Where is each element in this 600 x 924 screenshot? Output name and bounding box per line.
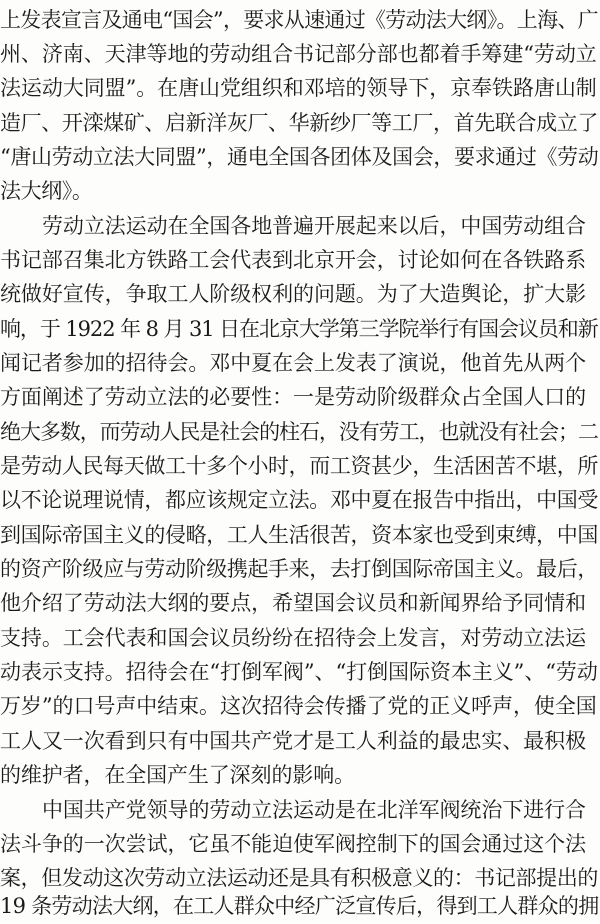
- text-line: 的维护者，在全国产生了深刻的影响。: [0, 763, 355, 787]
- text-line: 造厂、开滦煤矿、启新洋灰厂、华新纱厂等工厂，首先联合成立了: [0, 111, 598, 135]
- text-line: 是劳动人民每天做工十多个小时，而工资甚少，生活困苦不堪，所: [0, 454, 598, 478]
- text-line: 法运动大同盟”。在唐山党组织和邓培的领导下，京奉铁路唐山制: [0, 76, 597, 100]
- text-line: 19 条劳动法大纲，在工人群众中经广泛宣传后，得到工人群众的拥: [0, 894, 599, 918]
- text-line: 法斗争的一次尝试，它虽不能迫使军阀控制下的国会通过这个法: [0, 832, 587, 856]
- text-line: 州、济南、天津等地的劳动组合书记部分部也都着手筹建“劳动立: [0, 42, 597, 66]
- text-line: 统做好宣传，争取工人阶级权利的问题。为了大造舆论，扩大影: [0, 282, 587, 306]
- text-line: 响，于 1922 年 8 月 31 日在北京大学第三学院举行有国会议员和新: [0, 317, 598, 341]
- text-line: 万岁”的口号声中结束。这次招待会传播了党的正义呼声，使全国: [0, 694, 597, 718]
- text-line: 动表示支持。招待会在“打倒军阀”、“打倒国际资本主义”、“劳动: [0, 660, 598, 684]
- text-line: 书记部召集北方铁路工会代表到北京开会，讨论如何在各铁路系: [0, 248, 587, 272]
- text-line: 支持。工会代表和国会议员纷纷在招待会上发言，对劳动立法运: [0, 626, 587, 650]
- text-line: 绝大多数，而劳动人民是社会的柱石，没有劳工，也就没有社会；二: [0, 420, 598, 444]
- text-line: 以不论说理说情，都应该规定立法。邓中夏在报告中指出，中国受: [0, 488, 598, 512]
- text-line: 到国际帝国主义的侵略，工人生活很苦，资本家也受到束缚，中国: [0, 523, 598, 547]
- text-line: 工人又一次看到只有中国共产党才是工人利益的最忠实、最积极: [0, 729, 587, 753]
- text-line: 法大纲》。: [0, 179, 93, 203]
- text-line: 闻记者参加的招待会。邓中夏在会上发表了演说，他首先从两个: [0, 351, 587, 375]
- text-line: 他介绍了劳动法大纲的要点，希望国会议员和新闻界给予同情和: [0, 591, 587, 615]
- paragraph-first-line: 劳动立法运动在全国各地普遍开展起来以后，中国劳动组合: [42, 214, 586, 238]
- paragraph-first-line: 中国共产党领导的劳动立法运动是在北洋军阀统治下进行合: [42, 798, 586, 822]
- text-line: 上发表宣言及通电“国会”，要求从速通过《劳动法大纲》。上海、广: [0, 8, 598, 32]
- text-line: 的资产阶级应与劳动阶级携起手来，去打倒国际帝国主义。最后，: [0, 557, 598, 581]
- text-line: 方面阐述了劳动立法的必要性：一是劳动阶级群众占全国人口的: [0, 385, 587, 409]
- text-line: “唐山劳动立法大同盟”，通电全国各团体及国会，要求通过《劳动: [0, 145, 599, 169]
- text-line: 案，但发动这次劳动立法运动还是具有积极意义的：书记部提出的: [0, 866, 598, 890]
